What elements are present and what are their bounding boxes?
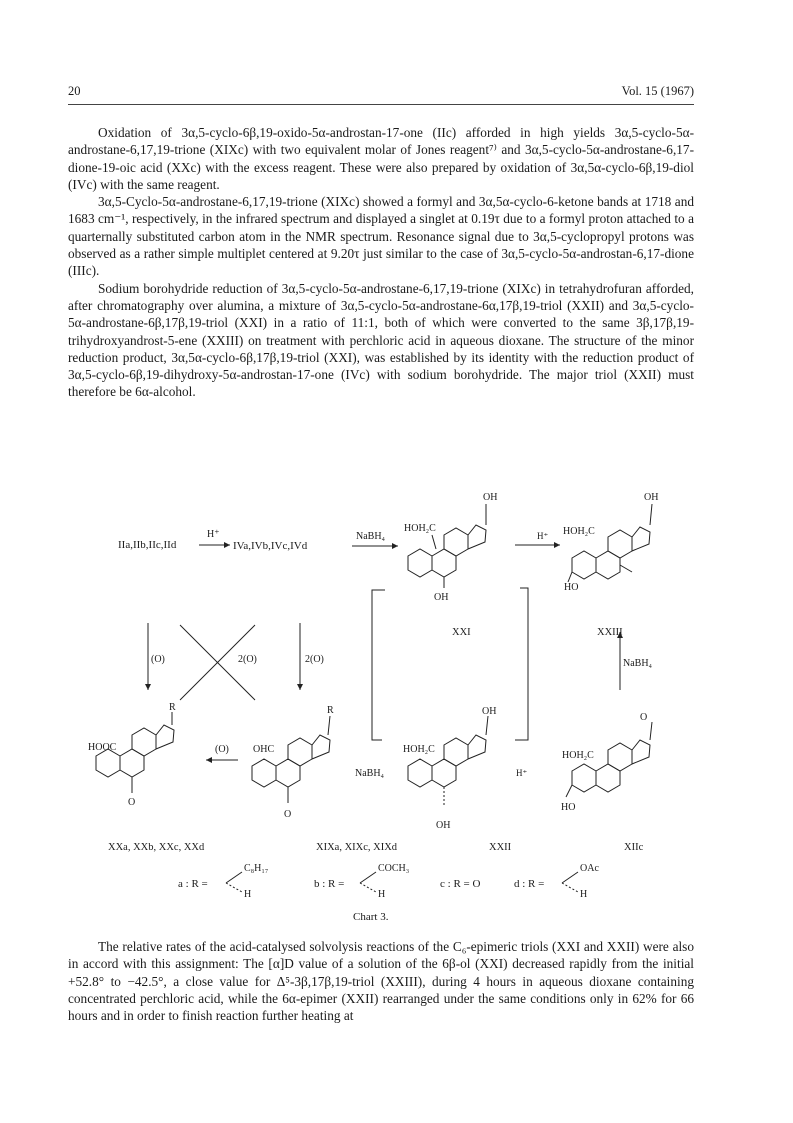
oxidation-label: (O)	[151, 654, 165, 665]
r-legend-a: a : R =	[178, 878, 208, 890]
chart-caption: Chart 3.	[353, 911, 389, 923]
structure-XXII	[408, 735, 486, 787]
ho-group: HO	[564, 582, 579, 593]
oh-group: OH	[483, 492, 498, 503]
hoh2c-group: HOH₂C	[403, 744, 435, 755]
compound-label-XXIII: XXIII	[597, 627, 623, 638]
intermediate-compounds: IVa,IVb,IVc,IVd	[233, 540, 308, 552]
body-text-bottom	[68, 938, 694, 1024]
paragraph: The relative rates of the acid-catalysed solvolysis reactions of the C₆-epimeric triols (XXI and XXII) were also in accord with this assignment: The [α]D value of a solution of the 6β-ol (XXI) decreased rapidly from the initial +52.8° to −42.5°, a close value for Δ⁵-3β,17β,19-triol (XXIII), during 4 hours in aqueous dioxane containing concentrated perchloric acid, while the 6α-epimer (XXII) rearranged under the same conditions only in 62% for 66 hours and in order to finish reaction further heating at	[68, 939, 694, 1024]
oh-group: OH	[436, 820, 451, 831]
oh-group: OH	[434, 592, 449, 603]
r-group: R	[169, 702, 176, 713]
compound-label-XIIc: XIIc	[624, 842, 644, 853]
reagent-nabh4-2: NaBH₄	[355, 768, 385, 779]
r-group: R	[327, 705, 334, 716]
oxidation-label: 2(O)	[305, 654, 324, 665]
journal-volume: Vol. 15 (1967)	[621, 84, 694, 98]
keto-o: O	[640, 712, 648, 723]
r-legend-h: H	[244, 889, 252, 900]
oh-group: OH	[644, 492, 659, 503]
compound-label-XXI: XXI	[452, 627, 471, 638]
oh-group: OH	[482, 706, 497, 717]
structure-XIIc	[572, 740, 650, 792]
keto-o: O	[284, 809, 292, 820]
r-legend-a-group: C₈H₁₇	[244, 863, 269, 874]
paragraph: 3α,5-Cyclo-5α-androstane-6,17,19-trione (XIXc) showed a formyl and 3α,5α-cyclo-6-ketone bands at 1718 and 1683 cm⁻¹, respectively, in the infrared spectrum and displayed a singlet at 0.19τ due to a formyl proton attached to a quarternally substituted carbon atom in the NMR spectrum. Resonance signal due to 3α,5-cyclopropyl protons was observed as a rather simple multiplet centered at 9.20τ just similar to the case of 3α,5-cyclo-5α-androstan-6,17-dione (IIIc).	[68, 194, 694, 279]
hooc-group: HOOC	[88, 742, 117, 753]
reagent-h-plus-1: H⁺	[207, 529, 220, 540]
r-legend-c: c : R = O	[440, 878, 481, 890]
page-number: 20	[68, 84, 81, 98]
r-legend-h: H	[580, 889, 588, 900]
hoh2c-group: HOH₂C	[404, 523, 436, 534]
r-legend-d: d : R =	[514, 878, 545, 890]
bracket	[372, 590, 385, 740]
r-legend-h: H	[378, 889, 386, 900]
oxidation-label: 2(O)	[238, 654, 257, 665]
paragraph: Sodium borohydride reduction of 3α,5-cyclo-5α-androstane-6,17,19-trione (XIXc) in tetrahydrofuran afforded, after chromatography over alumina, a mixture of 3α,5-cyclo-5α-androstane-6α,17β,19-triol (XXII) and 3α,5-cyclo-5α-androstane-6β,17β,19-triol (XXI) in a ratio of 11:1, both of which were converted to the same 3β,17β,19-trihydroxyandrost-5-ene (XXIII) on treatment with perchloric acid in aqueous dioxane. The structure of the minor reduction product, 3α,5α-cyclo-6β,17β,19-triol (XXI), was established by its identity with the reduction product of 3α,5-cyclo-6β,19-dihydroxy-5α-androstan-17-one (IVc) with sodium borohydride. The major triol (XXII) must therefore be 6α-alcohol.	[68, 280, 694, 400]
ho-group: HO	[561, 802, 576, 813]
r-legend-d-group: OAc	[580, 863, 599, 874]
structure-XIX	[252, 735, 330, 787]
ohc-group: OHC	[253, 744, 275, 755]
compound-label-XXII: XXII	[489, 842, 512, 853]
start-compounds: IIa,IIb,IIc,IId	[118, 539, 177, 551]
compound-label-XX: XXa, XXb, XXc, XXd	[108, 842, 205, 853]
reagent-h-plus-2: H⁺	[537, 531, 549, 541]
reagent-nabh4-1: NaBH₄	[356, 531, 386, 542]
hoh2c-group: HOH₂C	[562, 750, 594, 761]
hoh2c-group: HOH₂C	[563, 526, 595, 537]
keto-o: O	[128, 797, 136, 808]
oxidation-label: (O)	[215, 744, 229, 755]
reagent-nabh4: NaBH₄	[623, 658, 653, 669]
reagent-h-plus-3: H⁺	[516, 768, 528, 778]
r-legend-b-group: COCH₃	[378, 863, 410, 874]
compound-label-XIX: XIXa, XIXc, XIXd	[316, 842, 398, 853]
bracket	[515, 588, 528, 740]
r-legend-b: b : R =	[314, 878, 345, 890]
paragraph: Oxidation of 3α,5-cyclo-6β,19-oxido-5α-androstan-17-one (IIc) afforded in high yields 3α,5-cyclo-5α-androstane-6,17,19-trione (XIXc) with two equivalent molar of Jones reagent⁷⁾ and 3α,5-cyclo-5α-androstane-6,17-dione-19-oic acid (XXc) with the excess reagent. These were also prepared by oxidation of 3α,5α-cyclo-6β,19-diol (IVc) with the same reagent.	[68, 125, 694, 192]
